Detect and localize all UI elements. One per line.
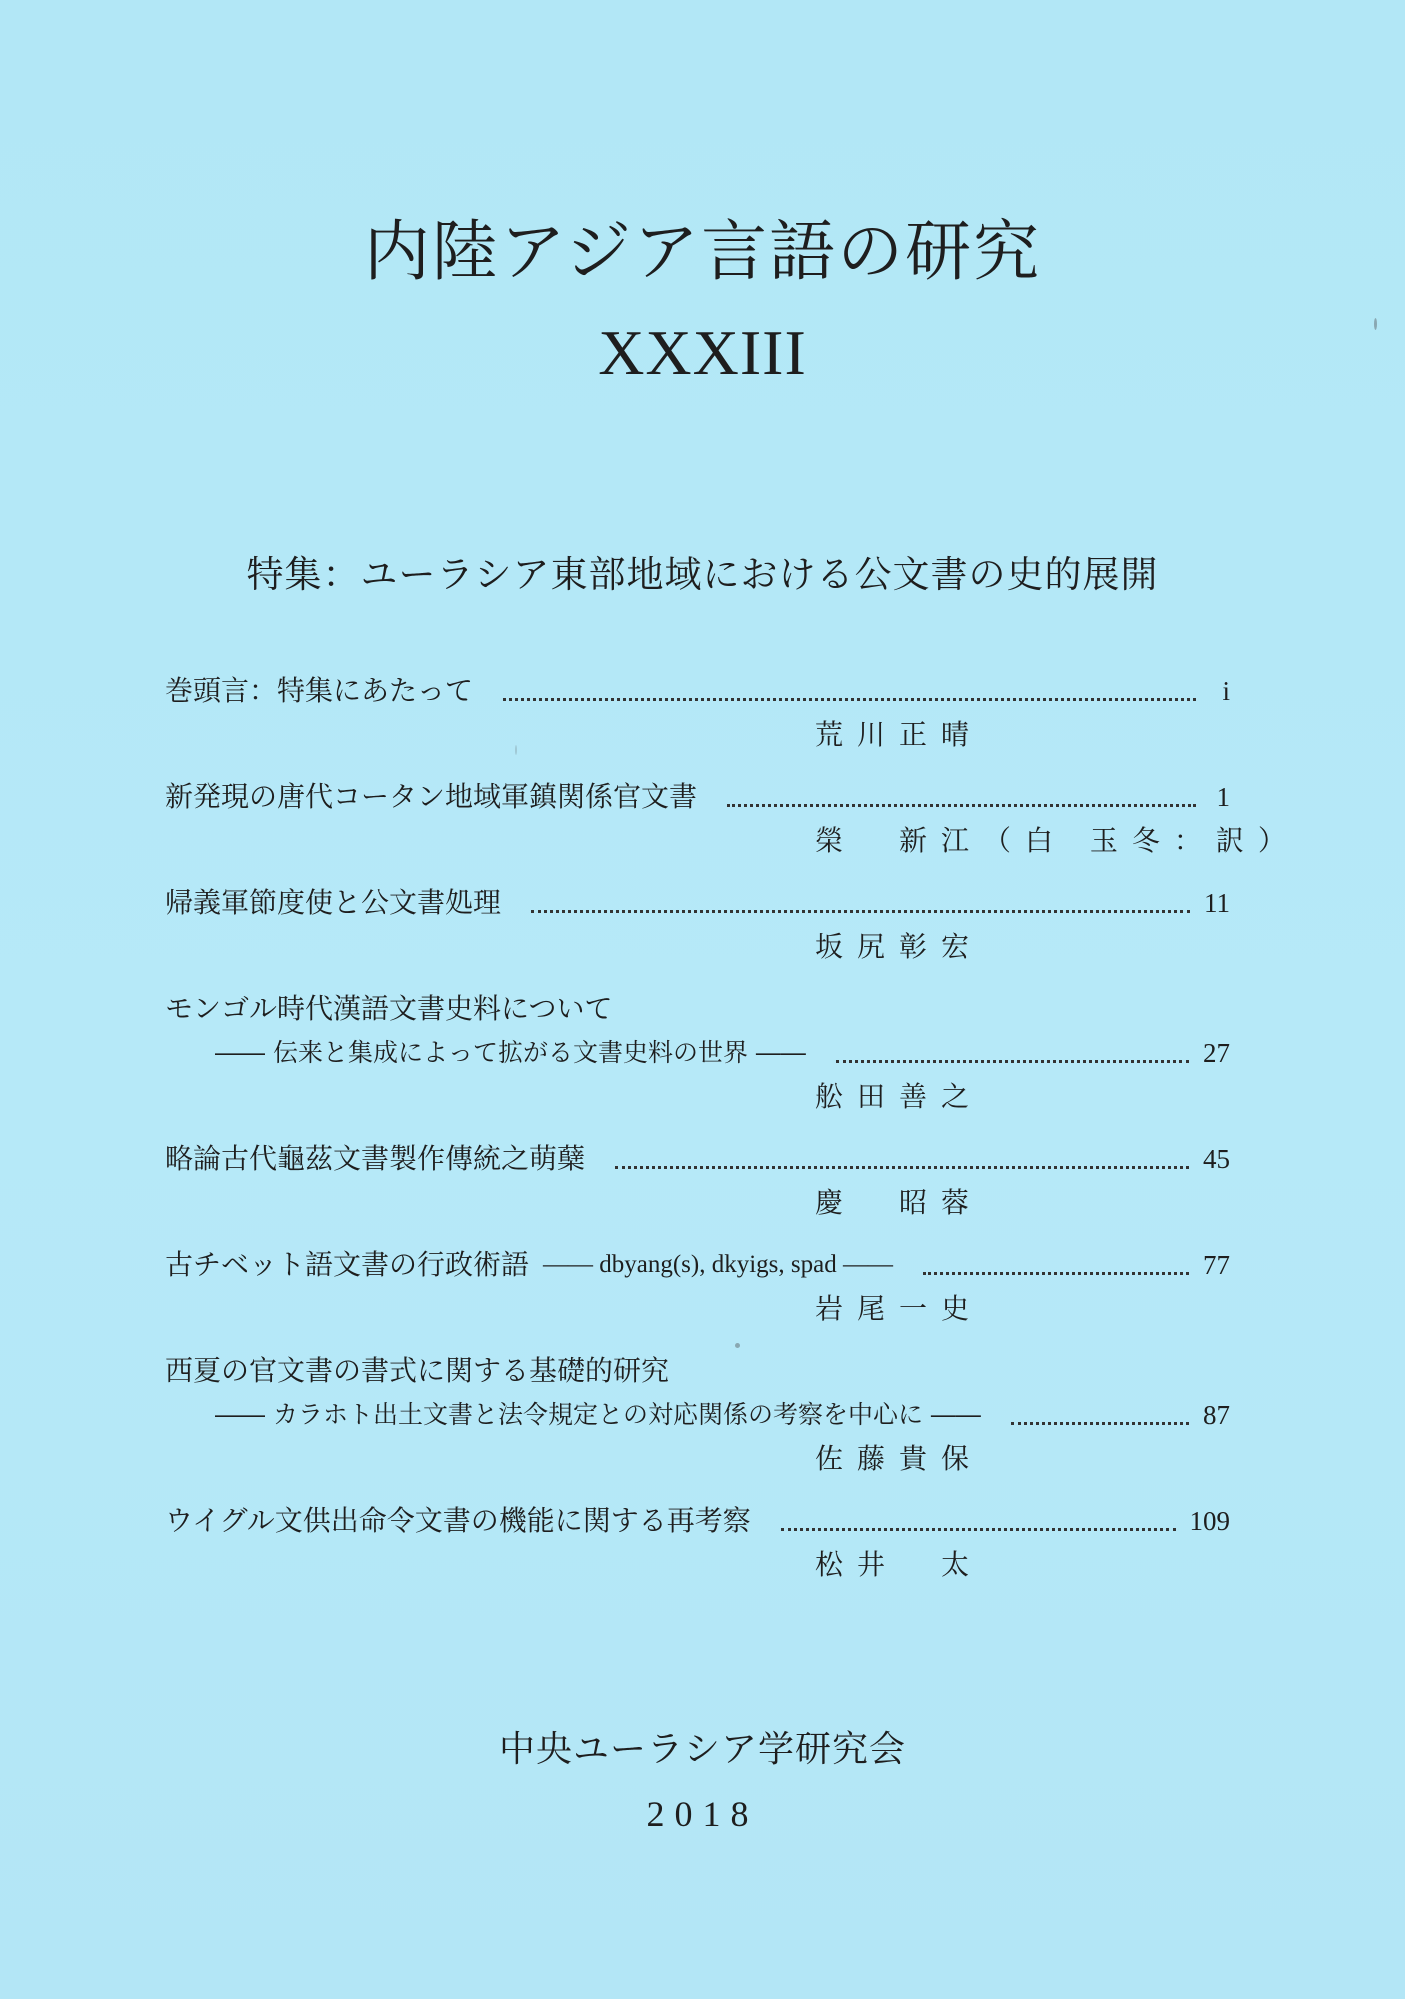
toc-author: 松井 太 — [815, 1548, 984, 1581]
dot-leader — [503, 698, 1196, 701]
toc-title-line — [165, 884, 1230, 922]
toc-title: モンゴル時代漢語文書史料について — [165, 992, 613, 1025]
toc-subtitle-line — [165, 1396, 1230, 1434]
dot-leader — [727, 804, 1196, 807]
toc-title-line — [165, 1246, 1230, 1284]
feature-heading: 特集：ユーラシア東部地域における公文書の史的展開 — [246, 553, 1159, 596]
publisher-name: 中央ユーラシア学研究会 — [498, 1729, 906, 1770]
scan-speck — [735, 1343, 740, 1348]
toc-title-line — [165, 1352, 1230, 1390]
toc-title: 古チベット語文書の行政術語 — [165, 1248, 530, 1281]
toc-subtitle: ―― 伝来と集成によって拡がる文書史料の世界 ―― — [215, 1038, 806, 1067]
toc-title: 西夏の官文書の書式に関する基礎的研究 — [165, 1354, 670, 1387]
toc-title-line — [165, 672, 1230, 710]
volume-number: XXXIII — [598, 317, 807, 388]
toc-author: 榮 新江（白 玉冬：訳） — [815, 824, 1300, 857]
publication-year: 2018 — [646, 1794, 759, 1834]
toc-page: 1 — [1216, 782, 1230, 812]
dot-leader — [836, 1060, 1189, 1063]
dot-leader — [781, 1528, 1176, 1531]
toc-page: 27 — [1203, 1038, 1230, 1068]
toc-author: 岩尾一史 — [815, 1292, 984, 1325]
dot-leader — [923, 1272, 1189, 1275]
toc-page: 87 — [1203, 1400, 1230, 1430]
toc-subtitle: ―― カラホト出土文書と法令規定との対応関係の考察を中心に ―― — [215, 1400, 981, 1429]
toc-title-line — [165, 1140, 1230, 1178]
toc-page: i — [1222, 676, 1230, 706]
scan-speck — [515, 745, 517, 755]
toc-title: 巻頭言：特集にあたって — [165, 674, 474, 707]
toc-title: 新発現の唐代コータン地域軍鎮関係官文書 — [165, 780, 698, 813]
toc-author: 舩田善之 — [815, 1080, 984, 1113]
toc-author: 慶 昭蓉 — [815, 1186, 984, 1219]
dot-leader — [1011, 1422, 1189, 1425]
toc-title-latin: ―― dbyang(s), dkyigs, spad ―― — [543, 1251, 893, 1278]
toc-page: 77 — [1203, 1250, 1230, 1280]
toc-title-line — [165, 778, 1230, 816]
scan-speck — [1374, 318, 1377, 330]
dot-leader — [615, 1166, 1189, 1169]
toc-title: 略論古代龜茲文書製作傳統之萌蘖 — [165, 1142, 586, 1175]
toc-page: 109 — [1189, 1506, 1230, 1536]
toc-author: 荒川正晴 — [815, 718, 984, 751]
toc-subtitle-line — [165, 1034, 1230, 1072]
toc-author: 佐藤貴保 — [815, 1442, 984, 1475]
toc-title: 帰義軍節度使と公文書処理 — [165, 886, 502, 919]
dot-leader — [531, 910, 1190, 913]
toc-title-line — [165, 1502, 1230, 1540]
toc-page: 45 — [1203, 1144, 1230, 1174]
toc-title: ウイグル文供出命令文書の機能に関する再考察 — [165, 1504, 751, 1537]
book-title: 内陸アジア言語の研究 — [363, 213, 1042, 290]
toc-title-line — [165, 990, 1230, 1028]
toc-page: 11 — [1204, 888, 1230, 918]
toc-author: 坂尻彰宏 — [815, 930, 984, 963]
